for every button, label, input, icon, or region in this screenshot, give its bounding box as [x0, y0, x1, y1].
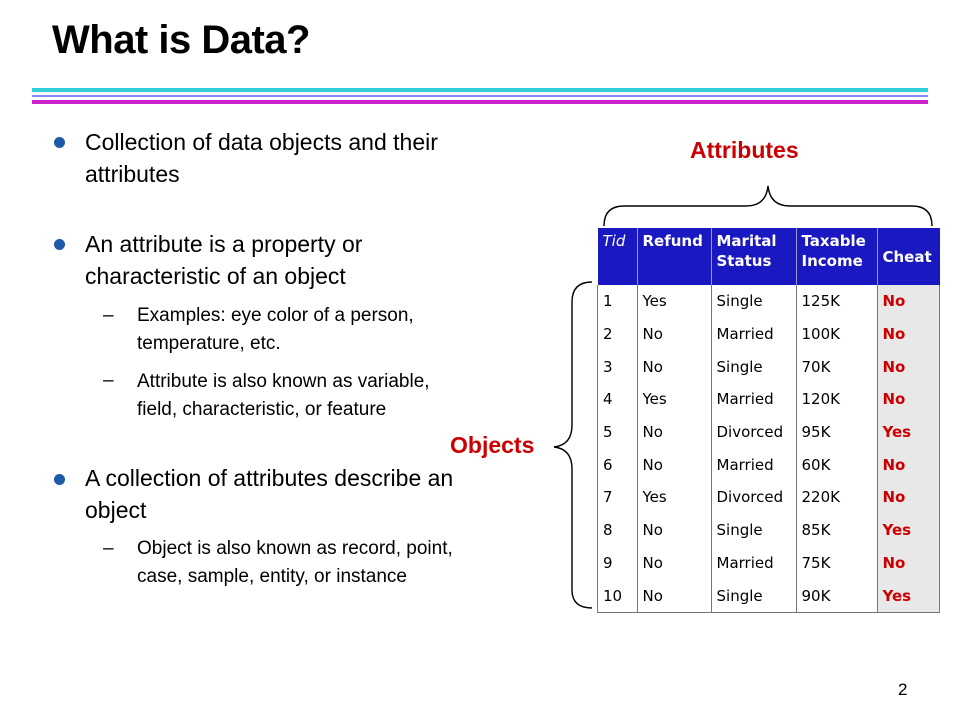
dash-marker: –: [103, 370, 114, 391]
column-header: Taxable Income: [796, 228, 877, 285]
table-cell: Divorced: [711, 416, 796, 449]
table-cell: 4: [598, 383, 638, 416]
attributes-label: Attributes: [690, 137, 799, 163]
table-cell: 120K: [796, 383, 877, 416]
sub-bullet-text: Examples: eye color of a person, temperature, etc.: [137, 305, 414, 354]
table-cell: No: [637, 514, 711, 547]
table-row: [598, 448, 940, 481]
data-table: [597, 228, 940, 613]
bullet-text: Collection of data objects and their attributes: [85, 129, 438, 187]
column-header: Refund: [637, 228, 711, 285]
page-number: 2: [898, 680, 908, 699]
table-cell: 220K: [796, 481, 877, 514]
table-cell: 2: [598, 318, 638, 351]
table-cell: No: [637, 579, 711, 612]
table-row: [598, 514, 940, 547]
table-cell: 125K: [796, 285, 877, 318]
table-cell: Married: [711, 318, 796, 351]
table-cell: Divorced: [711, 481, 796, 514]
column-header: Cheat: [877, 228, 940, 285]
table-cell: No: [637, 350, 711, 383]
table-row: [598, 350, 940, 383]
table-cell: 95K: [796, 416, 877, 449]
dash-marker: –: [103, 538, 114, 559]
table-cell: 3: [598, 350, 638, 383]
column-header: Marital Status: [711, 228, 796, 285]
table-cell: Single: [711, 350, 796, 383]
table-row: [598, 285, 940, 318]
table-cell: 8: [598, 514, 638, 547]
table-cell: No: [877, 318, 940, 351]
table-cell: No: [877, 547, 940, 580]
sub-bullet-text: Attribute is also known as variable, field, characteristic, or feature: [137, 371, 430, 420]
table-cell: 90K: [796, 579, 877, 612]
table-cell: 9: [598, 547, 638, 580]
table-row: [598, 579, 940, 612]
table-cell: No: [637, 448, 711, 481]
attributes-brace: [604, 186, 932, 226]
table-header-row: [598, 228, 940, 285]
table-cell: Yes: [637, 383, 711, 416]
table-cell: No: [877, 350, 940, 383]
table-cell: Yes: [877, 514, 940, 547]
table-row: [598, 383, 940, 416]
table-cell: No: [637, 547, 711, 580]
table-cell: 10: [598, 579, 638, 612]
table-row: [598, 318, 940, 351]
table-cell: No: [877, 383, 940, 416]
table-cell: Yes: [637, 285, 711, 318]
table-cell: Yes: [877, 579, 940, 612]
table-cell: Married: [711, 547, 796, 580]
table-cell: No: [637, 416, 711, 449]
table-cell: No: [637, 318, 711, 351]
column-header: Tid: [598, 228, 638, 285]
table-cell: 75K: [796, 547, 877, 580]
sub-bullet-text: Object is also known as record, point, case, sample, entity, or instance: [137, 538, 453, 587]
objects-brace: [554, 282, 592, 608]
slide-title: What is Data?: [52, 18, 310, 62]
table-cell: Single: [711, 579, 796, 612]
table-row: [598, 416, 940, 449]
table-cell: Single: [711, 514, 796, 547]
table-row: [598, 481, 940, 514]
bullet-text: A collection of attributes describe an object: [85, 465, 454, 523]
objects-label: Objects: [450, 432, 535, 458]
table-cell: No: [877, 285, 940, 318]
table-row: [598, 547, 940, 580]
dash-marker: –: [103, 305, 114, 326]
table-cell: 5: [598, 416, 638, 449]
table-cell: Single: [711, 285, 796, 318]
table-cell: 60K: [796, 448, 877, 481]
table-cell: 1: [598, 285, 638, 318]
table-cell: 100K: [796, 318, 877, 351]
table-cell: No: [877, 448, 940, 481]
table-cell: Married: [711, 448, 796, 481]
table-cell: Yes: [637, 481, 711, 514]
bullet-text: An attribute is a property or characteristic of an object: [85, 231, 363, 289]
table-cell: Yes: [877, 416, 940, 449]
table-cell: 6: [598, 448, 638, 481]
table-cell: 70K: [796, 350, 877, 383]
table-cell: 7: [598, 481, 638, 514]
table-cell: No: [877, 481, 940, 514]
table-cell: 85K: [796, 514, 877, 547]
table-cell: Married: [711, 383, 796, 416]
